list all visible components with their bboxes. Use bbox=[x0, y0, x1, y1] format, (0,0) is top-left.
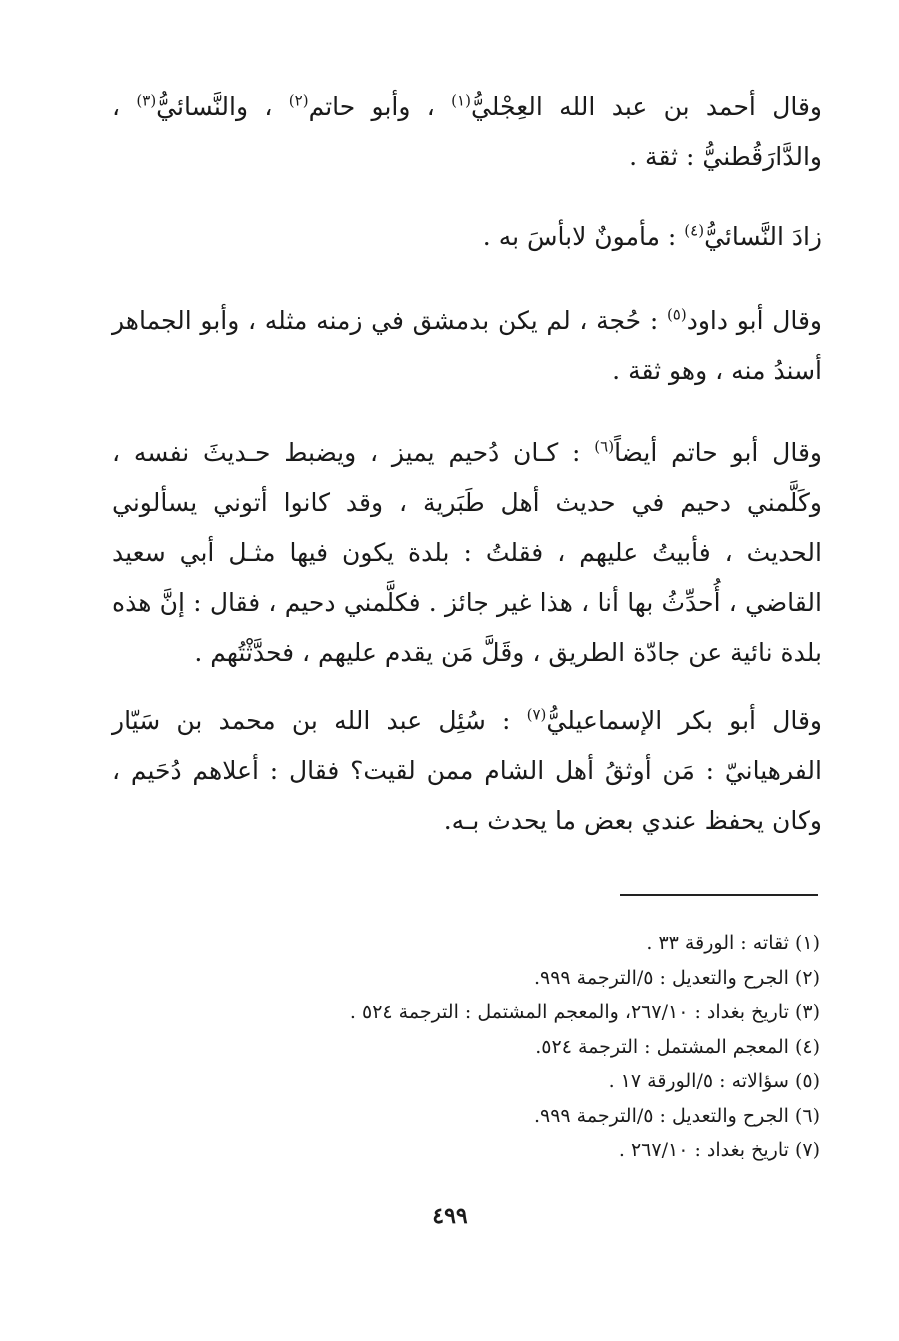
p3-text-2: : حُجة ، لم يكن بدمشق في زمنه مثله ، وأبو الجماهر أسندُ منه ، وهو ثقة . bbox=[112, 306, 822, 385]
footnote-divider bbox=[620, 894, 818, 896]
p1-text-3: ، والنَّسائيُّ bbox=[156, 92, 289, 121]
p3-text-1: وقال أبو داود bbox=[686, 306, 822, 335]
paragraph-5 bbox=[112, 696, 822, 846]
p1-text-1: وقال أحمد بن عبد الله العِجْليُّ bbox=[470, 92, 823, 121]
footnote-ref-1: (١) bbox=[451, 91, 471, 110]
p4-text-1: وقال أبو حاتم أيضاً bbox=[614, 438, 822, 467]
footnote-1: (١) ثقاته : الورقة ٣٣ . bbox=[646, 932, 820, 954]
page-number: ٤٩٩ bbox=[432, 1203, 468, 1229]
footnote-4: (٤) المعجم المشتمل : الترجمة ٥٢٤. bbox=[535, 1035, 820, 1058]
footnote-ref-3: (٣) bbox=[136, 91, 157, 110]
p4-text-2: : كـان دُحيم يميز ، ويضبط حـديثَ نفسه ، وكَلَّمني دحيم في حديث أهل طَبَرية ، وقد كانوا أتوني يسألوني الحديث ، فأبيتُ عليهم ، فقلتُ : بلدة يكون فيها مثـل أبي سعيد القاضي ، أُحدِّثُ بها أنا ، هذا غير جائز . فكلَّمني دحيم ، فقال : إنَّ هذه بلدة نائية عن جادّة الطريق ، وقَلَّ مَن يقدم عليهم ، فحدَّثْتُهم . bbox=[112, 438, 822, 667]
footnote-5: (٥) سؤالاته : ٥/الورقة ١٧ . bbox=[608, 1070, 820, 1092]
p1-text-4: ، والدَّارَقُطنيُّ : ثقة . bbox=[112, 92, 822, 171]
p2-text-1: زادَ النَّسائيُّ bbox=[704, 222, 822, 251]
footnote-7: (٧) تاريخ بغداد : ٢٦٧/١٠ . bbox=[618, 1139, 820, 1161]
footnotes-list bbox=[180, 926, 820, 1168]
footnote-ref-2: (٢) bbox=[288, 91, 309, 110]
footnote-ref-7: (٧) bbox=[526, 705, 547, 724]
paragraph-4 bbox=[112, 428, 822, 678]
p5-text-1: وقال أبو بكر الإسماعيليُّ bbox=[546, 706, 822, 735]
p2-text-2: : مأمونٌ لابأسَ به . bbox=[482, 222, 685, 251]
footnote-ref-4: (٤) bbox=[684, 221, 705, 240]
paragraph-2 bbox=[112, 212, 822, 262]
p1-text-2: ، وأبو حاتم bbox=[308, 92, 452, 121]
paragraph-1 bbox=[112, 82, 822, 182]
footnote-6: (٦) الجرح والتعديل : ٥/الترجمة ٩٩٩. bbox=[533, 1104, 820, 1127]
paragraph-3 bbox=[112, 296, 822, 396]
footnote-3: (٣) تاريخ بغداد : ٢٦٧/١٠، والمعجم المشتمل : الترجمة ٥٢٤ . bbox=[349, 1001, 820, 1023]
footnote-ref-6: (٦) bbox=[594, 437, 615, 456]
footnote-2: (٢) الجرح والتعديل : ٥/الترجمة ٩٩٩. bbox=[533, 966, 820, 989]
p5-text-2: : سُئِل عبد الله بن محمد بن سَيّار الفرهيانيّ : مَن أوثقُ أهل الشام ممن لقيت؟ فقال : أعلاهم دُحَيم ، وكان يحفظ عندي بعض ما يحدث بـه. bbox=[112, 706, 822, 835]
footnote-ref-5: (٥) bbox=[666, 305, 687, 324]
